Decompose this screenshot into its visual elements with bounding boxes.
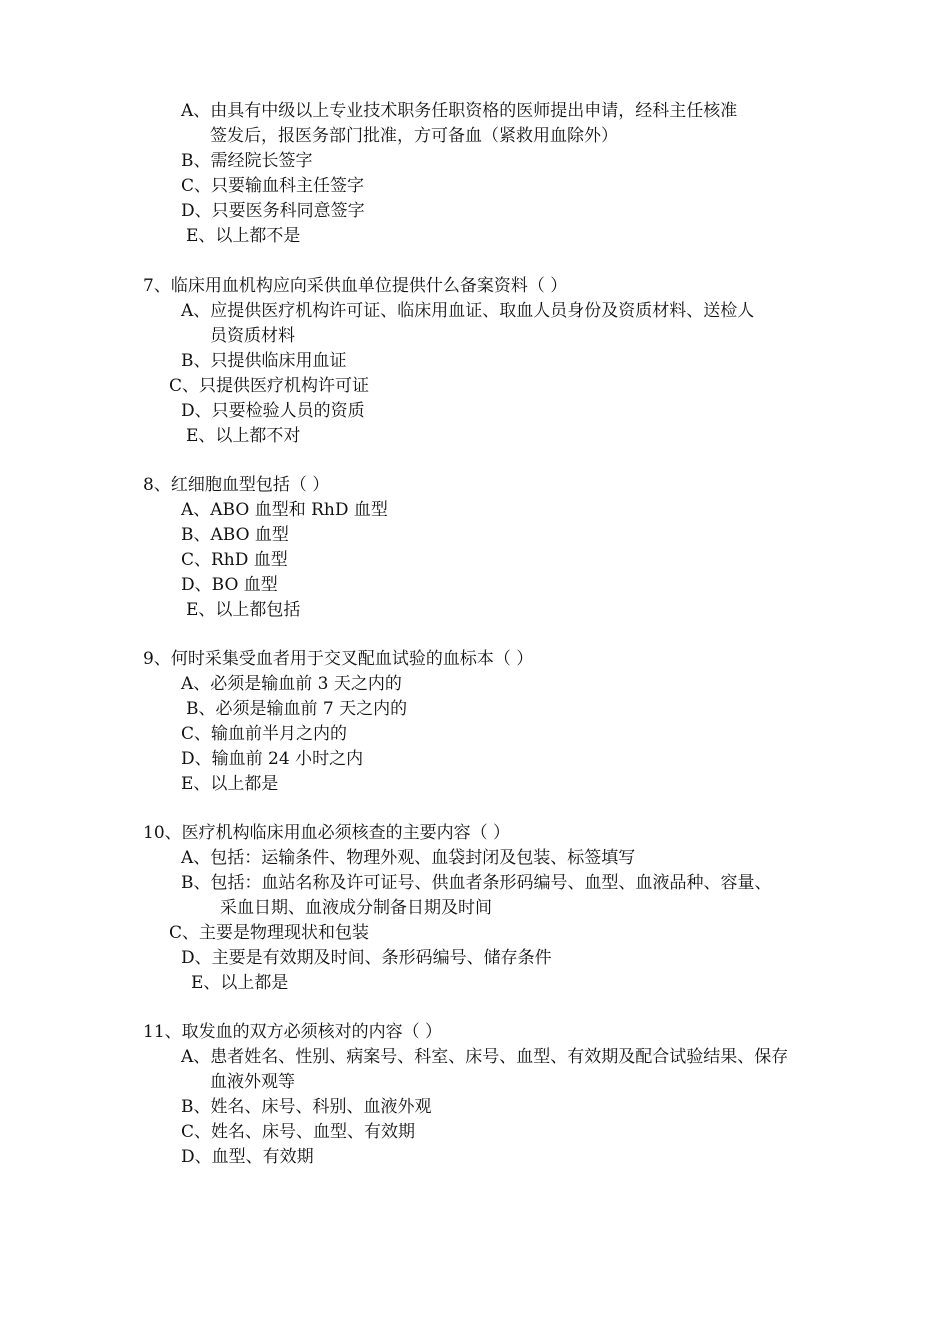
q9-option-a: A、必须是输血前 3 天之内的	[181, 674, 402, 694]
q10-option-e: E、以上都是	[191, 973, 289, 993]
q9-option-b: B、必须是输血前 7 天之内的	[186, 699, 408, 719]
q10-option-a: A、包括：运输条件、物理外观、血袋封闭及包装、标签填写	[181, 848, 636, 868]
q8-option-c: C、RhD 血型	[181, 550, 288, 570]
q6-option-e: E、以上都不是	[186, 226, 301, 246]
q11-option-a-line1: A、患者姓名、性别、病案号、科室、床号、血型、有效期及配合试验结果、保存	[181, 1047, 789, 1067]
q8-option-d: D、BO 血型	[181, 575, 278, 595]
q8-title: 8、红细胞血型包括（ ）	[143, 475, 330, 495]
q11-option-b: B、姓名、床号、科别、血液外观	[181, 1097, 432, 1117]
q7-option-e: E、以上都不对	[186, 426, 301, 446]
q6-option-b: B、需经院长签字	[181, 151, 313, 171]
q9-option-e: E、以上都是	[181, 774, 279, 794]
q8-option-b: B、ABO 血型	[181, 525, 289, 545]
q6-option-a-line2: 签发后，报医务部门批准，方可备血（紧救用血除外）	[210, 126, 618, 146]
q7-option-c: C、只提供医疗机构许可证	[169, 376, 370, 396]
q7-option-d: D、只要检验人员的资质	[181, 401, 365, 421]
q8-option-a: A、ABO 血型和 RhD 血型	[181, 500, 388, 520]
q9-title: 9、何时采集受血者用于交叉配血试验的血标本（ ）	[143, 649, 534, 669]
q10-option-d: D、主要是有效期及时间、条形码编号、储存条件	[181, 948, 552, 968]
q10-option-b-line2: 采血日期、血液成分制备日期及时间	[220, 898, 492, 918]
q7-title: 7、临床用血机构应向采供血单位提供什么备案资料（ ）	[143, 276, 568, 296]
q9-option-c: C、输血前半月之内的	[181, 724, 348, 744]
q11-option-c: C、姓名、床号、血型、有效期	[181, 1122, 416, 1142]
q8-option-e: E、以上都包括	[186, 600, 301, 620]
q6-option-a-line1: A、由具有中级以上专业技术职务任职资格的医师提出申请，经科主任核准	[181, 101, 738, 121]
q11-option-d: D、血型、有效期	[181, 1147, 314, 1167]
q7-option-a-line2: 员资质材料	[210, 326, 295, 346]
q10-option-c: C、主要是物理现状和包装	[169, 923, 370, 943]
q7-option-a-line1: A、应提供医疗机构许可证、临床用血证、取血人员身份及资质材料、送检人	[181, 301, 755, 321]
q7-option-b: B、只提供临床用血证	[181, 351, 347, 371]
q6-option-d: D、只要医务科同意签字	[181, 201, 365, 221]
q10-option-b-line1: B、包括：血站名称及许可证号、供血者条形码编号、血型、血液品种、容量、	[181, 873, 772, 893]
q10-title: 10、医疗机构临床用血必须核查的主要内容（ ）	[143, 823, 511, 843]
q9-option-d: D、输血前 24 小时之内	[181, 749, 364, 769]
q11-option-a-line2: 血液外观等	[210, 1072, 295, 1092]
q11-title: 11、取发血的双方必须核对的内容（ ）	[143, 1022, 443, 1042]
q6-option-c: C、只要输血科主任签字	[181, 176, 365, 196]
